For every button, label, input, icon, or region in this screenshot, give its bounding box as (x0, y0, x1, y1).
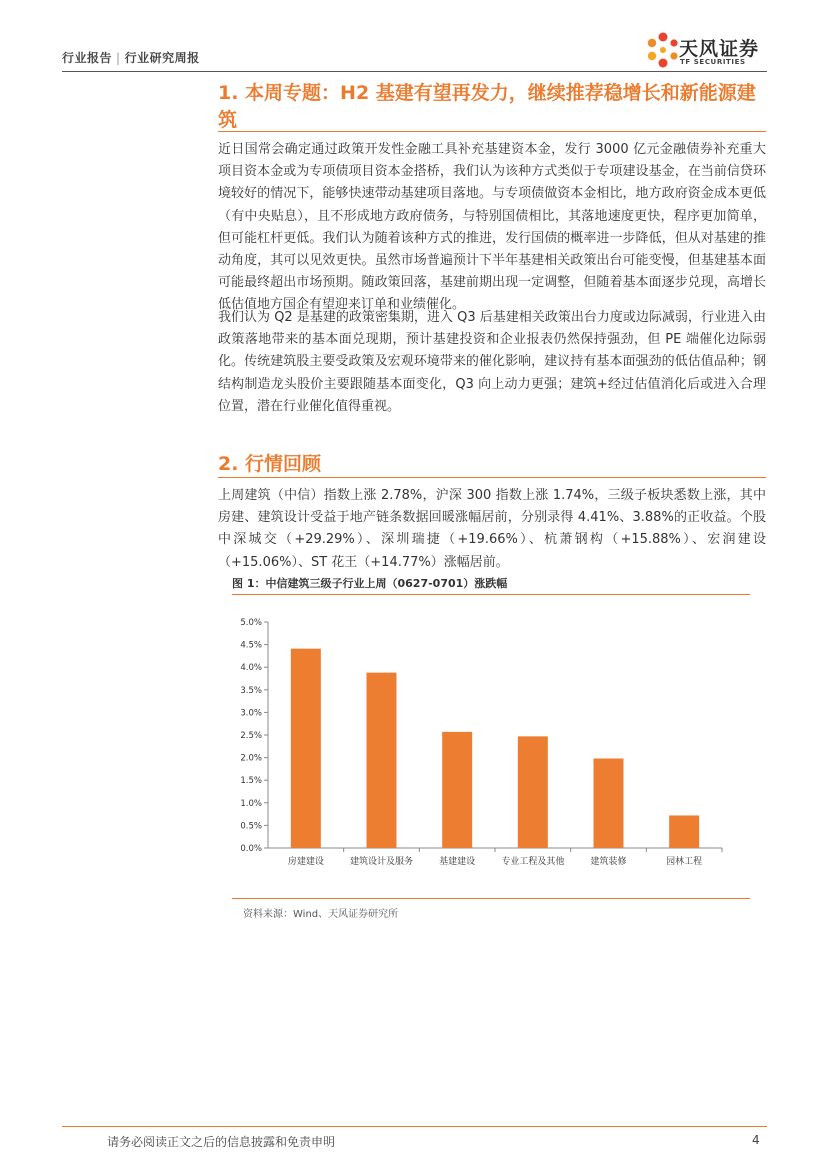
section1-paragraph-1: 近日国常会确定通过政策开发性金融工具补充基建资本金，发行 3000 亿元金融债券补充重大项目资本金或为专项债项目资本金搭桥，我们认为该种方式类似于专项建设基金，在当前信贷环境较好的情况下，能够快速带动基建项目落地。与专项债做资本金相比，地方政府资金成本更低（有中央贴息），且不形成地方政府债务，与特别国债相比，其落地速度更快，程序更加简单，但可能杠杆更低。我们认为随着该种方式的推进，发行国债的概率进一步降低，但从对基建的推动角度，其可以见效更快。虽然市场普遍预计下半年基建相关政策出台可能变慢，但基建基本面可能最终超出市场预期。随政策回落，基建前期出现一定调整，但随着基本面逐步兑现，高增长低估值地方国企有望迎来订单和业绩催化。 (218, 142, 766, 313)
bar (442, 732, 472, 848)
bar (291, 649, 321, 848)
bar (594, 759, 624, 848)
logo-name-en: TF SECURITIES (680, 58, 746, 66)
logo-name-cn: 天风证券 (679, 38, 760, 60)
section2-title: 2. 行情回顾 (218, 453, 322, 475)
section1-title: 1. 本周专题：H2 基建有望再发力，继续推荐稳增长和新能源建筑 (218, 82, 756, 131)
breadcrumb-separator: | (116, 51, 121, 65)
y-tick-label: 2.5% (240, 731, 262, 741)
y-tick-label: 1.0% (240, 798, 262, 809)
x-tick-label: 基建建设 (439, 857, 476, 867)
footer-divider (62, 1126, 767, 1127)
section2-divider (218, 477, 766, 478)
figure-bottom-rule (232, 898, 750, 899)
page-number: 4 (752, 1133, 760, 1147)
report-category: 行业报告 (62, 51, 113, 65)
x-tick-label: 建筑装修 (590, 857, 627, 867)
figure-title: 图 1：中信建筑三级子行业上周（0627-0701）涨跌幅 (232, 577, 508, 590)
x-tick-label: 专业工程及其他 (501, 857, 565, 867)
section2-paragraph: 上周建筑（中信）指数上涨 2.78%，沪深 300 指数上涨 1.74%，三级子板块悉数上涨，其中房建、建筑设计受益于地产链条数据回暖涨幅居前，分别录得 4.41%、3.88%的正收益。个股中深城交（+29.29%）、深圳瑞捷（+19.66%）、杭萧钢构（+15.88%）、宏润建设（+15.06%）、ST 花王（+14.77%）涨幅居前。 (218, 488, 766, 570)
bar (518, 736, 548, 848)
x-tick-label: 建筑设计及服务 (349, 857, 414, 867)
y-tick-label: 2.0% (240, 753, 262, 764)
report-subcategory: 行业研究周报 (124, 51, 200, 65)
y-tick-label: 0.5% (240, 821, 262, 832)
bar (669, 815, 699, 848)
figure-top-rule (232, 594, 750, 595)
y-tick-label: 0.0% (240, 844, 262, 854)
bar (367, 673, 397, 848)
figure-source: 资料来源：Wind、天风证券研究所 (243, 909, 399, 920)
footer-disclaimer: 请务必阅读正文之后的信息披露和免责申明 (107, 1135, 336, 1149)
y-tick-label: 4.0% (240, 663, 262, 674)
section1-paragraph-2: 我们认为 Q2 是基建的政策密集期，进入 Q3 后基建相关政策出台力度或边际减弱，行业进入由政策落地带来的基本面兑现期，预计基建投资和企业报表仍然保持强劲，但 PE 端催化边际弱化。传统建筑股主要受政策及宏观环境带来的催化影响，建议持有基本面强劲的低估值品种；钢结构制造龙头股价主要跟随基本面变化，Q3 向上动力更强；建筑+经过估值消化后或进入合理位置，潜在行业催化值得重视。 (218, 310, 766, 414)
x-tick-label: 房建建设 (287, 857, 324, 867)
section1-divider (218, 131, 766, 132)
x-tick-label: 园林工程 (666, 857, 703, 867)
y-tick-label: 4.5% (240, 640, 262, 651)
report-type-breadcrumb (62, 49, 200, 66)
y-tick-label: 3.0% (240, 708, 262, 719)
y-tick-label: 5.0% (240, 618, 262, 628)
y-tick-label: 3.5% (240, 685, 262, 696)
bar-chart (232, 600, 750, 890)
y-tick-label: 1.5% (240, 776, 262, 787)
